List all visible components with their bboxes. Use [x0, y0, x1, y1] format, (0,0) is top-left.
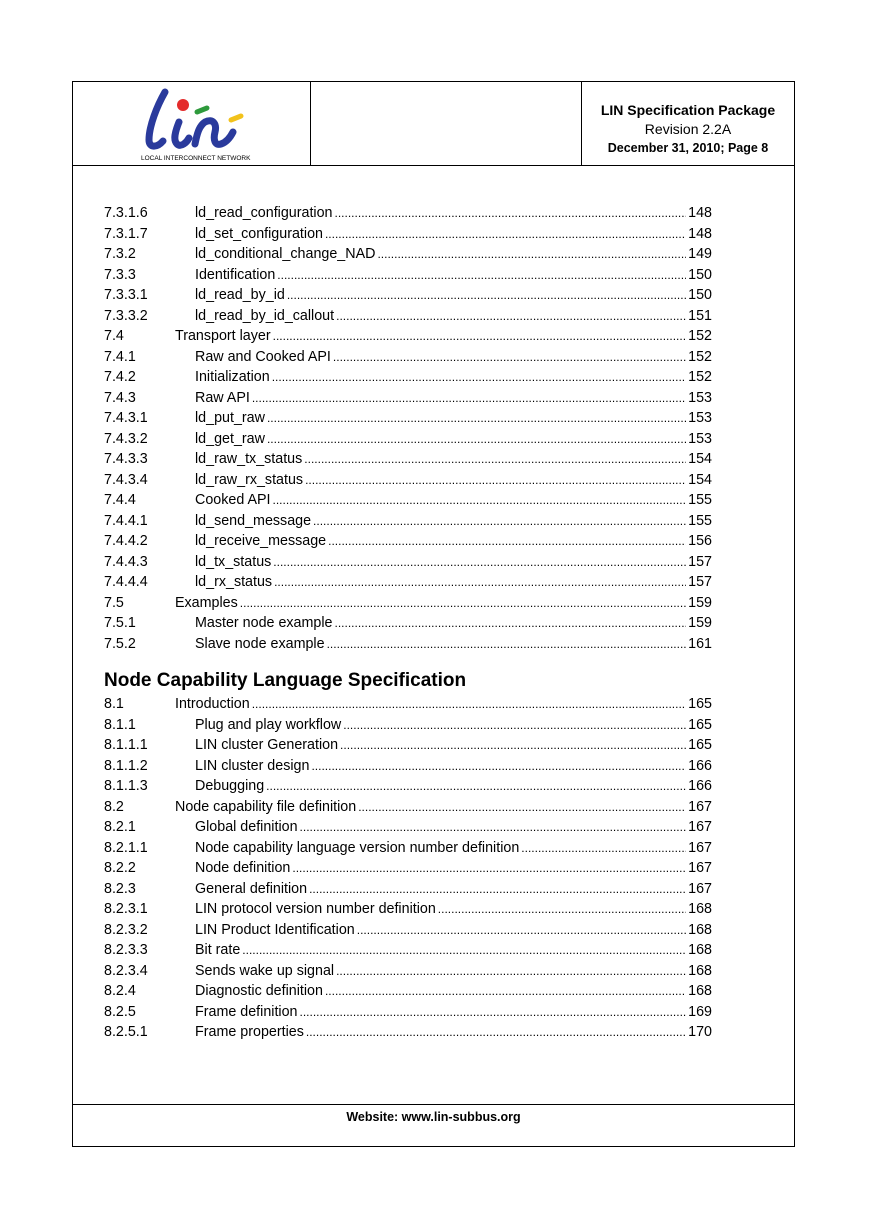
toc-entry-title: ld_read_by_id_callout	[195, 307, 335, 324]
section-heading: Node Capability Language Specification	[104, 670, 467, 691]
lin-logo	[135, 86, 247, 154]
toc-entry-line	[195, 940, 712, 961]
toc-entry-page: 159	[688, 594, 712, 611]
toc-entry-line	[195, 306, 712, 327]
toc-dot-leader	[273, 326, 687, 347]
toc-entry[interactable]	[104, 265, 712, 286]
toc-entry-title: Frame properties	[195, 1024, 304, 1040]
toc-entry[interactable]	[104, 797, 712, 818]
toc-entry-number: 7.4.3.3	[104, 451, 148, 467]
toc-dot-leader	[305, 470, 686, 491]
toc-entry[interactable]	[104, 776, 712, 797]
toc-entry[interactable]	[104, 593, 712, 614]
toc-entry-page: 153	[688, 410, 712, 426]
toc-entry-page: 154	[688, 451, 712, 467]
toc-dot-leader	[335, 203, 687, 224]
toc-entry-line	[195, 879, 712, 900]
toc-entry-line	[195, 552, 712, 573]
toc-entry-number: 7.3.1.7	[104, 225, 148, 242]
website-link[interactable]: Website: www.lin-subbus.org	[346, 1110, 521, 1124]
toc-entry[interactable]	[104, 490, 712, 511]
toc-entry-title: ld_set_configuration	[195, 225, 323, 242]
toc-entry-title: Node capability language version number definition	[195, 839, 520, 856]
toc-entry[interactable]	[104, 715, 712, 736]
toc-dot-leader	[266, 776, 686, 797]
toc-entry[interactable]	[104, 449, 712, 470]
toc-entry-number: 7.3.3	[104, 266, 136, 283]
toc-entry[interactable]	[104, 388, 712, 409]
toc-entry-line	[195, 756, 712, 777]
toc-entry-number: 7.4.4.3	[104, 553, 148, 570]
toc-dot-leader	[309, 879, 686, 900]
toc-entry-number: 8.2.5	[104, 1003, 136, 1020]
toc-dot-leader	[300, 817, 687, 838]
toc-entry-number: 8.1.1.3	[104, 778, 148, 794]
toc-section-7	[104, 203, 712, 654]
toc-entry-title: Cooked API	[195, 492, 271, 508]
toc-entry-title: Identification	[195, 266, 276, 283]
toc-entry-line	[175, 593, 712, 614]
toc-entry-page: 155	[688, 512, 712, 529]
toc-entry-page: 165	[688, 737, 712, 753]
toc-entry-page: 167	[688, 798, 712, 815]
document-date-page: December 31, 2010; Page 8	[607, 141, 769, 155]
toc-entry-number: 7.3.2	[104, 246, 136, 262]
toc-entry-line	[195, 470, 712, 491]
toc-entry-number: 8.2.3.4	[104, 962, 148, 979]
toc-entry-number: 8.2.2	[104, 860, 136, 876]
toc-entry-number: 8.2.3.1	[104, 901, 148, 917]
toc-dot-leader	[272, 367, 686, 388]
toc-entry[interactable]	[104, 735, 712, 756]
toc-entry-number: 7.4.4	[104, 492, 136, 508]
toc-entry-title: ld_put_raw	[195, 410, 265, 426]
toc-entry-page: 166	[688, 757, 712, 774]
toc-section-8	[104, 694, 712, 1043]
toc-entry-number: 7.3.3.1	[104, 287, 148, 303]
toc-entry[interactable]	[104, 429, 712, 450]
toc-entry-line	[195, 634, 712, 655]
toc-entry-page: 150	[688, 266, 712, 283]
toc-entry-number: 7.4.3.2	[104, 430, 148, 447]
toc-dot-leader	[252, 388, 686, 409]
toc-entry-page: 148	[688, 225, 712, 242]
toc-entry-page: 161	[688, 635, 712, 652]
toc-dot-leader	[240, 593, 686, 614]
header-empty-cell	[311, 82, 582, 165]
toc-entry-number: 7.4.3.4	[104, 471, 148, 488]
toc-entry[interactable]	[104, 572, 712, 593]
toc-dot-leader	[267, 429, 686, 450]
toc-entry-page: 167	[688, 880, 712, 897]
toc-entry-line	[195, 817, 712, 838]
toc-entry-title: Examples	[175, 594, 238, 611]
toc-dot-leader	[242, 940, 686, 961]
toc-entry-number: 7.4.3	[104, 389, 136, 406]
toc-entry-line	[195, 265, 712, 286]
toc-entry-page: 168	[688, 901, 712, 917]
toc-entry-page: 169	[688, 1003, 712, 1020]
toc-entry-page: 170	[688, 1024, 712, 1040]
toc-entry-number: 8.2.3	[104, 880, 136, 897]
toc-entry-line	[195, 429, 712, 450]
toc-entry-title: ld_read_by_id	[195, 287, 285, 303]
toc-entry[interactable]	[104, 838, 712, 859]
toc-entry-page: 165	[688, 716, 712, 733]
toc-entry[interactable]	[104, 899, 712, 920]
toc-entry-number: 8.2.3.3	[104, 942, 148, 958]
toc-dot-leader	[327, 634, 687, 655]
toc-dot-leader	[334, 613, 686, 634]
toc-entry[interactable]	[104, 858, 712, 879]
toc-entry[interactable]	[104, 961, 712, 982]
document-title: LIN Specification Package	[600, 102, 776, 118]
toc-entry-line	[195, 838, 712, 859]
toc-entry-title: ld_read_configuration	[195, 205, 333, 221]
toc-entry-number: 7.4	[104, 328, 124, 344]
toc-dot-leader	[292, 858, 686, 879]
toc-entry-number: 7.4.1	[104, 348, 136, 365]
toc-entry-title: Master node example	[195, 615, 333, 631]
toc-entry-title: Frame definition	[195, 1003, 298, 1020]
toc-dot-leader	[377, 244, 686, 265]
toc-entry-line	[195, 858, 712, 879]
toc-dot-leader	[343, 715, 686, 736]
toc-entry-page: 151	[688, 307, 712, 324]
toc-entry[interactable]	[104, 511, 712, 532]
toc-entry-title: Introduction	[175, 696, 250, 712]
toc-entry-page: 156	[688, 533, 712, 549]
toc-entry-line	[175, 797, 712, 818]
toc-entry-page: 168	[688, 983, 712, 999]
toc-entry-title: ld_get_raw	[195, 430, 265, 447]
toc-entry-number: 8.2.4	[104, 983, 136, 999]
toc-entry-line	[195, 1022, 712, 1043]
toc-entry-page: 152	[688, 369, 712, 385]
toc-entry-title: Sends wake up signal	[195, 962, 335, 979]
toc-dot-leader	[287, 285, 686, 306]
toc-entry-title: Plug and play workflow	[195, 716, 342, 733]
toc-entry-title: LIN protocol version number definition	[195, 901, 436, 917]
toc-entry-page: 168	[688, 921, 712, 938]
toc-entry-title: General definition	[195, 880, 308, 897]
toc-entry-line	[195, 490, 712, 511]
header-info-cell	[582, 82, 794, 165]
toc-entry-line	[195, 531, 712, 552]
toc-dot-leader	[357, 920, 686, 941]
toc-entry[interactable]	[104, 326, 712, 347]
toc-entry-line	[195, 367, 712, 388]
toc-entry[interactable]	[104, 347, 712, 368]
toc-entry-title: Bit rate	[195, 942, 241, 958]
toc-dot-leader	[304, 449, 686, 470]
toc-dot-leader	[336, 306, 686, 327]
page-frame	[72, 81, 795, 1147]
page-header	[73, 82, 794, 166]
document-revision: Revision 2.2A	[644, 121, 732, 137]
toc-entry-title: Node capability file definition	[175, 798, 357, 815]
toc-entry-line	[195, 961, 712, 982]
toc-entry[interactable]	[104, 756, 712, 777]
toc-entry-line	[195, 511, 712, 532]
toc-entry-line	[195, 981, 712, 1002]
toc-entry-line	[195, 449, 712, 470]
toc-entry-page: 166	[688, 778, 712, 794]
toc-dot-leader	[273, 490, 687, 511]
toc-entry-line	[195, 203, 712, 224]
toc-entry-title: ld_tx_status	[195, 553, 272, 570]
toc-dot-leader	[277, 265, 686, 286]
toc-entry[interactable]	[104, 224, 712, 245]
toc-entry-number: 7.4.4.4	[104, 574, 148, 590]
toc-dot-leader	[267, 408, 686, 429]
toc-dot-leader	[306, 1022, 686, 1043]
toc-entry-page: 157	[688, 553, 712, 570]
toc-entry-line	[195, 572, 712, 593]
toc-entry[interactable]	[104, 408, 712, 429]
toc-entry[interactable]	[104, 531, 712, 552]
toc-entry-page: 150	[688, 287, 712, 303]
toc-dot-leader	[438, 899, 686, 920]
toc-entry-page: 168	[688, 962, 712, 979]
toc-dot-leader	[300, 1002, 687, 1023]
toc-entry-title: Raw API	[195, 389, 250, 406]
toc-entry-page: 159	[688, 615, 712, 631]
toc-entry[interactable]	[104, 634, 712, 655]
toc-entry-number: 7.4.3.1	[104, 410, 148, 426]
toc-entry-page: 167	[688, 819, 712, 835]
toc-entry-page: 155	[688, 492, 712, 508]
toc-entry[interactable]	[104, 285, 712, 306]
toc-entry-line	[195, 388, 712, 409]
toc-entry[interactable]	[104, 552, 712, 573]
toc-entry-line	[195, 735, 712, 756]
toc-entry-number: 8.2	[104, 798, 124, 815]
toc-entry-title: ld_send_message	[195, 512, 312, 529]
toc-entry-number: 8.2.5.1	[104, 1024, 148, 1040]
toc-entry-title: LIN Product Identification	[195, 921, 355, 938]
toc-entry-number: 7.3.3.2	[104, 307, 148, 324]
toc-entry-line	[195, 613, 712, 634]
toc-entry-title: ld_conditional_change_NAD	[195, 246, 376, 262]
toc-dot-leader	[252, 694, 686, 715]
toc-entry[interactable]	[104, 244, 712, 265]
toc-entry-page: 152	[688, 328, 712, 344]
toc-entry-number: 8.2.1	[104, 819, 136, 835]
toc-entry[interactable]	[104, 203, 712, 224]
toc-dot-leader	[325, 981, 686, 1002]
toc-dot-leader	[274, 572, 686, 593]
toc-dot-leader	[313, 511, 686, 532]
toc-entry[interactable]	[104, 920, 712, 941]
toc-entry-number: 7.5.2	[104, 635, 136, 652]
toc-dot-leader	[273, 552, 686, 573]
toc-entry[interactable]	[104, 940, 712, 961]
toc-entry-page: 153	[688, 389, 712, 406]
toc-entry-title: Slave node example	[195, 635, 325, 652]
toc-entry-title: ld_raw_rx_status	[195, 471, 304, 488]
toc-entry-line	[195, 408, 712, 429]
toc-dot-leader	[336, 961, 686, 982]
toc-entry-title: ld_rx_status	[195, 574, 273, 590]
toc-entry[interactable]	[104, 306, 712, 327]
toc-entry-line	[175, 694, 712, 715]
toc-entry[interactable]	[104, 694, 712, 715]
toc-entry[interactable]	[104, 1022, 712, 1043]
toc-entry-page: 165	[688, 696, 712, 712]
toc-entry-page: 157	[688, 574, 712, 590]
toc-entry-title: Raw and Cooked API	[195, 348, 331, 365]
toc-entry-page: 153	[688, 430, 712, 447]
toc-entry-line	[195, 715, 712, 736]
toc-entry-page: 168	[688, 942, 712, 958]
toc-entry-number: 7.4.4.1	[104, 512, 148, 529]
toc-entry-line	[195, 920, 712, 941]
toc-entry[interactable]	[104, 981, 712, 1002]
toc-entry-number: 8.1	[104, 696, 124, 712]
toc-dot-leader	[333, 347, 686, 368]
toc-entry-title: Transport layer	[175, 328, 271, 344]
logo-tagline: LOCAL INTERCONNECT NETWORK	[141, 155, 251, 162]
toc-entry-title: ld_receive_message	[195, 533, 327, 549]
toc-entry-title: LIN cluster Generation	[195, 737, 339, 753]
toc-entry-line	[195, 244, 712, 265]
toc-entry-line	[175, 326, 712, 347]
toc-entry-line	[195, 285, 712, 306]
toc-entry-number: 7.4.4.2	[104, 533, 148, 549]
toc-entry-title: Initialization	[195, 369, 270, 385]
toc-entry-page: 167	[688, 860, 712, 876]
toc-dot-leader	[325, 224, 686, 245]
toc-entry-page: 149	[688, 246, 712, 262]
toc-entry[interactable]	[104, 367, 712, 388]
toc-entry[interactable]	[104, 470, 712, 491]
toc-entry-title: Node definition	[195, 860, 291, 876]
toc-dot-leader	[328, 531, 686, 552]
toc-entry[interactable]	[104, 817, 712, 838]
toc-entry[interactable]	[104, 879, 712, 900]
toc-entry-number: 7.4.2	[104, 369, 136, 385]
toc-entry-number: 7.5.1	[104, 615, 136, 631]
toc-entry-number: 8.1.1.2	[104, 757, 148, 774]
toc-entry-line	[195, 347, 712, 368]
toc-entry-page: 154	[688, 471, 712, 488]
toc-entry-number: 7.5	[104, 594, 124, 611]
table-of-contents	[104, 203, 712, 1043]
toc-entry-title: LIN cluster design	[195, 757, 310, 774]
toc-dot-leader	[340, 735, 686, 756]
toc-dot-leader	[358, 797, 686, 818]
logo-cell	[73, 82, 311, 165]
toc-entry-title: ld_raw_tx_status	[195, 451, 303, 467]
toc-entry-line	[195, 1002, 712, 1023]
toc-entry[interactable]	[104, 613, 712, 634]
toc-entry-number: 7.3.1.6	[104, 205, 148, 221]
toc-entry-page: 148	[688, 205, 712, 221]
toc-entry-title: Diagnostic definition	[195, 983, 323, 999]
toc-entry-line	[195, 776, 712, 797]
toc-entry-number: 8.1.1	[104, 716, 136, 733]
toc-entry[interactable]	[104, 1002, 712, 1023]
toc-entry-page: 152	[688, 348, 712, 365]
toc-entry-number: 8.2.1.1	[104, 839, 148, 856]
toc-entry-title: Global definition	[195, 819, 298, 835]
toc-entry-page: 167	[688, 839, 712, 856]
toc-entry-line	[195, 224, 712, 245]
toc-entry-line	[195, 899, 712, 920]
toc-entry-number: 8.1.1.1	[104, 737, 148, 753]
toc-entry-number: 8.2.3.2	[104, 921, 148, 938]
toc-dot-leader	[521, 838, 686, 859]
toc-entry-title: Debugging	[195, 778, 265, 794]
page-footer	[73, 1104, 794, 1146]
toc-dot-leader	[311, 756, 686, 777]
